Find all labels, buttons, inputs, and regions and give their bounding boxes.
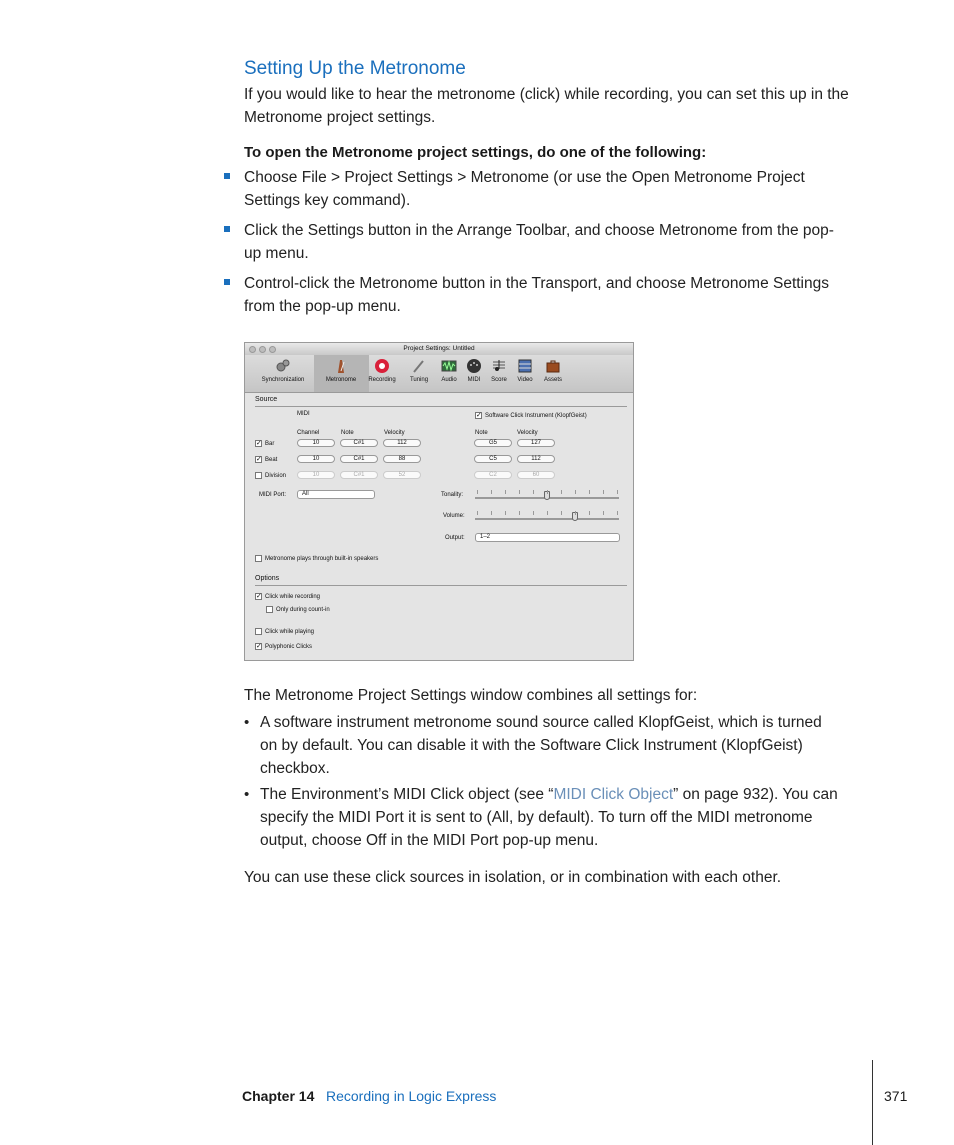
list-item-line: A software instrument metronome sound source called KlopfGeist, which is turned [260,714,822,731]
bar-label: Bar [265,441,275,447]
list-item [244,166,874,212]
volume-slider[interactable] [475,518,619,520]
list-item [260,711,870,780]
column-header-channel: Channel [297,430,320,436]
divider [255,585,627,586]
count-in-label: Only during count-in [276,607,330,613]
list-item-line: up menu. [244,245,309,262]
beat-velocity-2-stepper[interactable]: 112 [517,455,555,463]
column-header-velocity: Velocity [384,430,405,436]
tab-tuning[interactable] [403,358,435,383]
software-click-checkbox[interactable]: ✓ [476,412,482,419]
beat-note-2-stepper[interactable]: C5 [474,455,512,463]
tonality-label: Tonality: [441,492,464,498]
slider-tick [561,511,562,515]
list-item-line: Click the Settings button in the Arrange Toolbar, and choose Metronome from the pop- [244,222,834,239]
click-while-playing-label: Click while playing [265,629,315,635]
bullet-square-icon [224,279,230,285]
list-item [244,272,874,318]
bar-note-2-stepper[interactable]: G5 [474,439,512,447]
midi-port-label: MIDI Port: [259,492,287,498]
text-run: ” on page 932). You can [673,786,838,803]
slider-tick [477,490,478,494]
click-while-recording-label: Click while recording [265,594,321,600]
tab-label: Tuning [409,377,429,383]
beat-channel-stepper[interactable]: 10 [297,455,335,463]
slider-tick [575,490,576,494]
bar-velocity-stepper[interactable]: 112 [383,439,421,447]
list-item-line: specify the MIDI Port it is sent to (All, by default). To turn off the MIDI metronome [260,809,813,826]
audio-icon [441,358,457,374]
slider-tick [547,490,548,494]
slider-tick [505,490,506,494]
slider-tick [589,490,590,494]
click-while-recording-checkbox[interactable]: ✓ [256,593,262,600]
tab-video[interactable] [513,358,537,383]
division-channel-stepper[interactable]: 10 [297,471,335,479]
slider-tick [519,511,520,515]
slider-tick [491,511,492,515]
list-item-line: Choose File > Project Settings > Metronome (or use the Open Metronome Project [244,169,805,186]
slider-tick [589,511,590,515]
output-label: Output: [445,535,465,541]
page-number: 371 [884,1088,908,1104]
division-note-stepper[interactable]: C#1 [340,471,378,479]
metronome-icon [333,358,349,374]
bar-note-stepper[interactable]: C#1 [340,439,378,447]
task-heading: To open the Metronome project settings, do one of the following: [244,144,707,161]
slider-tick [477,511,478,515]
tab-audio[interactable] [436,358,462,383]
count-in-checkbox[interactable] [266,606,273,613]
intro-paragraph: If you would like to hear the metronome (click) while recording, you can set this up in the Metronome project settings. [244,86,849,126]
caption-paragraph: The Metronome Project Settings window combines all settings for: [244,687,698,704]
midi-icon [466,358,482,374]
tab-label: Synchronization [261,377,305,383]
column-header-note-2: Note [475,430,488,436]
beat-checkbox[interactable]: ✓ [256,456,262,463]
tab-recording[interactable] [363,358,401,383]
column-header-note: Note [341,430,354,436]
slider-tick [603,490,604,494]
footer-chapter: Chapter 14 [242,1088,315,1104]
slider-tick [533,511,534,515]
closing-paragraph: You can use these click sources in isolation, or in combination with each other. [244,869,782,886]
bullet-dot: • [244,786,250,803]
midi-port-popup[interactable]: All [297,490,375,499]
slider-tick [575,511,576,515]
gears-icon [275,358,291,374]
tab-label: MIDI [467,377,481,383]
options-section-label: Options [255,575,280,582]
slider-tick [533,490,534,494]
footer-chapter-title[interactable]: Recording in Logic Express [326,1088,497,1104]
section-title: Setting Up the Metronome [244,58,466,79]
slider-tick [491,490,492,494]
division-label: Division [265,473,287,479]
list-item-line: Settings key command). [244,192,411,209]
slider-tick [547,511,548,515]
window-title: Project Settings: Untitled [403,345,475,352]
beat-velocity-stepper[interactable]: 88 [383,455,421,463]
bar-channel-stepper[interactable]: 10 [297,439,335,447]
beat-label: Beat [265,457,278,463]
list-item-line: Control-click the Metronome button in the Transport, and choose Metronome Settings [244,275,829,292]
slider-tick [617,490,618,494]
volume-label: Volume: [443,513,465,519]
list-item [244,219,874,265]
video-icon [517,358,533,374]
briefcase-icon [545,358,561,374]
source-section-label: Source [255,396,278,403]
record-icon [374,358,390,374]
tab-label: Video [517,377,533,383]
project-settings-window [244,342,634,661]
list-item-line: on by default. You can disable it with the Software Click Instrument (KlopfGeist) [260,737,803,754]
midi-label: MIDI [297,411,310,417]
tab-label: Score [491,377,507,383]
tab-label: Audio [441,377,457,383]
tab-label: Assets [543,377,562,383]
polyphonic-clicks-label: Polyphonic Clicks [265,644,313,650]
builtin-speakers-checkbox[interactable] [255,555,262,562]
click-while-playing-checkbox[interactable] [255,628,262,635]
score-icon [491,358,507,374]
bullet-square-icon [224,226,230,232]
footer-divider [872,1060,873,1145]
list-item [260,783,870,852]
bar-velocity-2-stepper[interactable]: 127 [517,439,555,447]
division-checkbox[interactable] [255,472,262,479]
slider-tick [561,490,562,494]
column-header-velocity-2: Velocity [517,430,538,436]
bullet-dot: • [244,714,250,731]
midi-click-object-link[interactable]: MIDI Click Object [553,786,674,803]
division-note-2-stepper[interactable]: C2 [474,471,512,479]
tab-midi[interactable] [463,358,485,383]
division-velocity-stepper[interactable]: 52 [383,471,421,479]
tab-assets[interactable] [539,358,567,383]
tuning-fork-icon [411,358,427,374]
tab-metronome[interactable] [316,358,366,383]
slider-tick [617,511,618,515]
bullet-square-icon [224,173,230,179]
polyphonic-clicks-checkbox[interactable]: ✓ [256,643,262,650]
output-popup[interactable]: 1–2 [475,533,620,542]
builtin-speakers-label: Metronome plays through built-in speakers [265,556,379,562]
bar-checkbox[interactable]: ✓ [256,440,262,447]
settings-toolbar [245,355,633,393]
text-run: The Environment’s MIDI Click object (see “ [260,786,554,803]
beat-note-stepper[interactable]: C#1 [340,455,378,463]
list-item-line: output, choose Off in the MIDI Port pop-up menu. [260,832,599,849]
tab-synchronization[interactable] [253,358,313,383]
list-item-line: from the pop-up menu. [244,298,401,315]
list-item-line [260,783,870,806]
list-item-line: checkbox. [260,760,330,777]
tab-label: Recording [368,377,396,383]
slider-tick [603,511,604,515]
tab-label: Metronome [325,377,357,383]
slider-tick [505,511,506,515]
tab-score[interactable] [487,358,511,383]
slider-tick [519,490,520,494]
software-click-label: Software Click Instrument (KlopfGeist) [485,413,587,419]
division-velocity-2-stepper[interactable]: 60 [517,471,555,479]
divider [255,406,627,407]
